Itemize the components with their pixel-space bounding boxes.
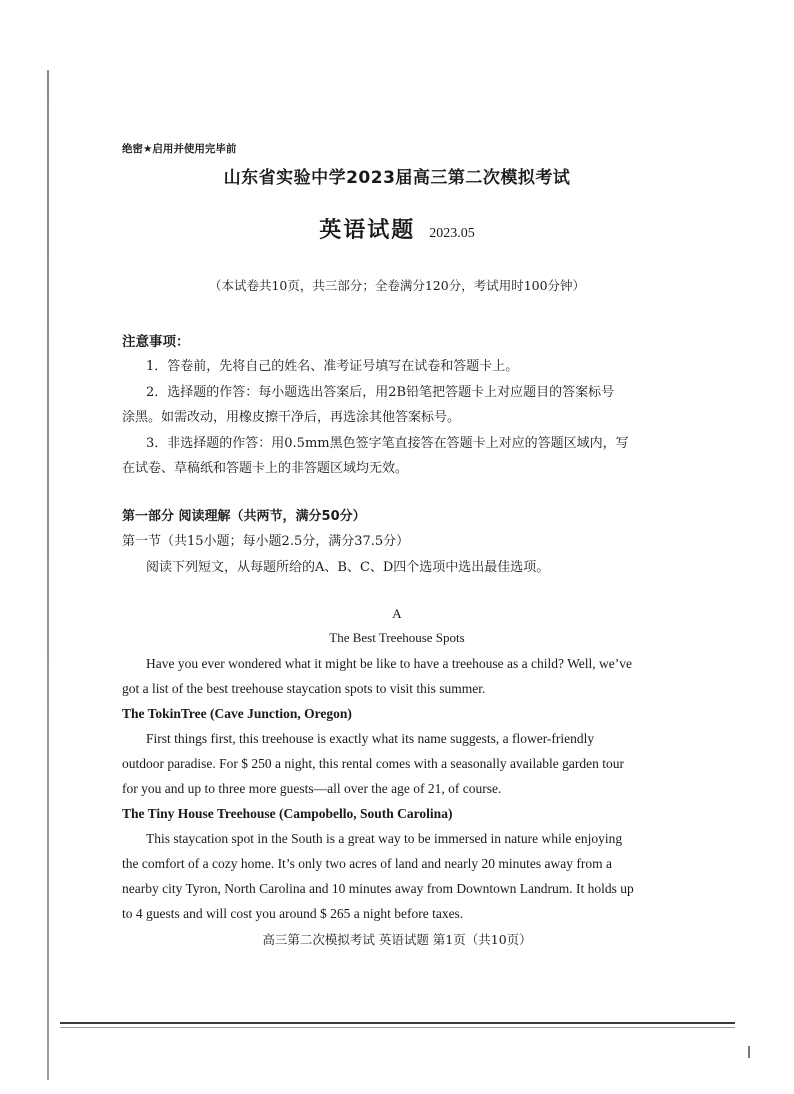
passage-line: This staycation spot in the South is a great way to be immersed in nature while enjoying [146, 831, 623, 846]
confidential-mark: 绝密★启用并使用完毕前 [122, 143, 237, 155]
exam-date: 2023.05 [429, 226, 475, 241]
subject-title: 英语试题 [319, 218, 416, 243]
notice-line: 涂黑。如需改动，用橡皮擦干净后，再选涂其他答案标号。 [122, 410, 461, 425]
school-title: 山东省实验中学2023届高三第二次模拟考试 [223, 168, 571, 188]
scan-mark [748, 1046, 750, 1058]
instruction: 阅读下列短文，从每题所给的A、B、C、D四个选项中选出最佳选项。 [146, 560, 550, 575]
scan-edge-line [60, 1027, 735, 1028]
passage-title: The Best Treehouse Spots [329, 630, 465, 645]
passage-line: to 4 guests and will cost you around $ 265 a night before taxes. [122, 906, 464, 921]
subject-line [0, 213, 794, 244]
notice-line: 2．选择题的作答：每小题选出答案后，用2B铅笔把答题卡上对应题目的答案标号 [146, 385, 615, 400]
section-heading: 第一节（共15小题；每小题2.5分，满分37.5分） [122, 534, 410, 549]
passage-letter: A [392, 606, 402, 621]
subheading: The Tiny House Treehouse (Campobello, South Carolina) [122, 806, 453, 821]
notice-heading: 注意事项： [122, 334, 190, 350]
part-heading: 第一部分 阅读理解（共两节，满分50分） [122, 509, 366, 524]
passage-line: the comfort of a cozy home. It’s only two acres of land and nearly 20 minutes away from a [122, 856, 612, 871]
passage-line: for you and up to three more guests—all over the age of 21, of course. [122, 781, 502, 796]
page-footer: 高三第二次模拟考试 英语试题 第1页（共10页） [262, 932, 532, 947]
exam-scope: （本试卷共10页，共三部分；全卷满分120分，考试用时100分钟） [208, 278, 586, 293]
passage-line: Have you ever wondered what it might be like to have a treehouse as a child? Well, we’ve [146, 656, 632, 671]
notice-line: 1．答卷前，先将自己的姓名、准考证号填写在试卷和答题卡上。 [146, 359, 519, 374]
passage-line: outdoor paradise. For $ 250 a night, this rental comes with a seasonally available garden tour [122, 756, 624, 771]
scan-edge-line [60, 1022, 735, 1024]
passage-line: nearby city Tyron, North Carolina and 10 minutes away from Downtown Landrum. It holds up [122, 881, 634, 896]
notice-line: 3．非选择题的作答：用0.5mm黑色签字笔直接答在答题卡上对应的答题区域内，写 [146, 436, 629, 451]
passage-line: got a list of the best treehouse staycation spots to visit this summer. [122, 681, 486, 696]
passage-line: First things first, this treehouse is exactly what its name suggests, a flower-friendly [146, 731, 595, 746]
notice-line: 在试卷、草稿纸和答题卡上的非答题区域均无效。 [122, 461, 409, 476]
subheading: The TokinTree (Cave Junction, Oregon) [122, 706, 352, 721]
